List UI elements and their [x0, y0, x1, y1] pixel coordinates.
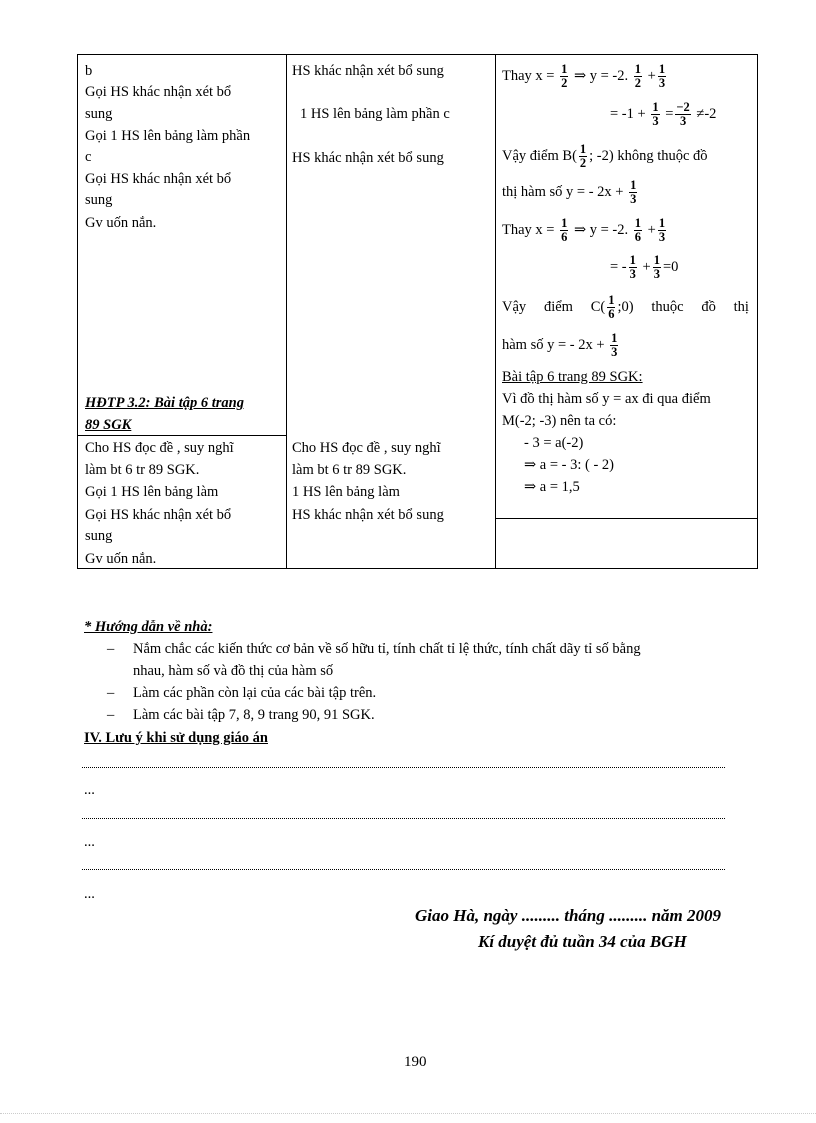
text-line: Gọi HS khác nhận xét bổ [85, 171, 232, 187]
fraction: $\frac{1}{6}$ [561, 216, 568, 245]
dotted-line [82, 767, 725, 768]
subtask-heading: HĐTP 3.2: Bài tập 6 trang [85, 395, 244, 411]
list-dash: – [107, 641, 115, 657]
ellipsis: ... [84, 782, 95, 798]
text-line: HS khác nhận xét bổ sung [292, 63, 444, 79]
text-line: Vì đồ thị hàm số y = ax đi qua điểm [502, 391, 711, 407]
fraction: $\frac{-2}{3}$ [676, 100, 690, 129]
text-line: HS khác nhận xét bổ sung [292, 150, 444, 166]
text-line: 1 HS lên bảng làm phần c [300, 106, 450, 122]
text-line: Gv uốn nắn. [85, 215, 157, 231]
text-line: Gọi HS khác nhận xét bổ [85, 84, 232, 100]
ellipsis: ... [84, 886, 95, 902]
fraction: $\frac{1}{6}$ [634, 216, 642, 245]
math-line: thị hàm số y = - 2x + $\frac{1}{3}$ [502, 178, 637, 207]
list-item: Làm các phần còn lại của các bài tập trên. [133, 685, 377, 701]
math-line: Thay x = $\frac{1}{2}$ ⇒ y = -2. $\frac{1}{2}$ + $\frac{1}{3}$ [502, 62, 666, 91]
column-divider [495, 55, 496, 568]
list-dash: – [107, 685, 115, 701]
text-line: HS khác nhận xét bổ sung [292, 507, 444, 523]
list-item: Làm các bài tập 7, 8, 9 trang 90, 91 SGK. [133, 707, 375, 723]
text-line: c [85, 149, 92, 165]
math-line: = - $\frac{1}{3}$ + $\frac{1}{3}$ =0 [610, 253, 679, 282]
homework-title: * Hướng dẫn về nhà: [84, 619, 213, 635]
fraction: $\frac{1}{2}$ [579, 142, 587, 171]
list-item-continuation: nhau, hàm số và đồ thị của hàm số [133, 663, 334, 679]
fraction: $\frac{1}{3}$ [629, 253, 636, 282]
text-line: ⇒ a = 1,5 [524, 479, 580, 495]
text-line: Gọi 1 HS lên bảng làm [85, 484, 219, 500]
column-divider [286, 55, 287, 568]
signature-approval: Kí duyệt đủ tuần 34 của BGH [478, 932, 687, 951]
text-line: M(-2; -3) nên ta có: [502, 413, 617, 429]
dotted-line [82, 869, 725, 870]
text-line: sung [85, 192, 113, 208]
fraction: $\frac{1}{3}$ [658, 62, 666, 91]
signature-place-date: Giao Hà, ngày ......... tháng ......... năm 2009 [415, 906, 722, 925]
ellipsis: ... [84, 834, 95, 850]
math-line: Vậy điểm B( $\frac{1}{2}$ ; -2) không thuộc đồ [502, 142, 708, 171]
text-line: sung [85, 106, 113, 122]
page-edge [0, 1113, 816, 1114]
row-divider [78, 435, 286, 436]
math-line: Thay x = $\frac{1}{6}$ ⇒ y = -2. $\frac{1}{6}$ + $\frac{1}{3}$ [502, 216, 666, 245]
text-line: Cho HS đọc đề , suy nghĩ [85, 440, 234, 456]
text-line: sung [85, 528, 113, 544]
fraction: $\frac{1}{6}$ [608, 293, 615, 322]
text-line: Gv uốn nắn. [85, 551, 157, 567]
math-line: Vậy điểm C( $\frac{1}{6}$ ;0) thuộc đồ thị [502, 293, 749, 322]
text-line: làm bt 6 tr 89 SGK. [85, 462, 200, 478]
list-item: Nắm chắc các kiến thức cơ bản về số hữu tỉ, tính chất tỉ lệ thức, tính chất dãy tỉ số bằng [133, 641, 641, 657]
text-line: làm bt 6 tr 89 SGK. [292, 462, 407, 478]
section-title: IV. Lưu ý khi sử dụng giáo án [84, 730, 268, 746]
fraction: $\frac{1}{3}$ [652, 100, 659, 129]
fraction: $\frac{1}{3}$ [630, 178, 637, 207]
text-line: Gọi 1 HS lên bảng làm phần [85, 128, 251, 144]
row-divider [495, 518, 758, 519]
text-line: - 3 = a(-2) [524, 435, 584, 451]
math-line: = -1 + $\frac{1}{3}$ = $\frac{-2}{3}$ ≠-2 [610, 100, 717, 129]
fraction: $\frac{1}{2}$ [634, 62, 642, 91]
fraction: $\frac{1}{3}$ [611, 331, 618, 360]
lesson-table [77, 54, 758, 569]
fraction: $\frac{1}{3}$ [658, 216, 666, 245]
list-dash: – [107, 707, 115, 723]
exercise-title: Bài tập 6 trang 89 SGK: [502, 369, 643, 385]
page-number: 190 [404, 1054, 427, 1070]
dotted-line [82, 818, 725, 819]
text-line: b [85, 63, 93, 79]
text-line: Gọi HS khác nhận xét bổ [85, 507, 232, 523]
fraction: $\frac{1}{2}$ [561, 62, 568, 91]
subtask-heading: 89 SGK [85, 417, 132, 433]
text-line: ⇒ a = - 3: ( - 2) [524, 457, 614, 473]
fraction: $\frac{1}{3}$ [653, 253, 660, 282]
math-line: hàm số y = - 2x + $\frac{1}{3}$ [502, 331, 618, 360]
text-line: Cho HS đọc đề , suy nghĩ [292, 440, 441, 456]
text-line: 1 HS lên bảng làm [292, 484, 400, 500]
